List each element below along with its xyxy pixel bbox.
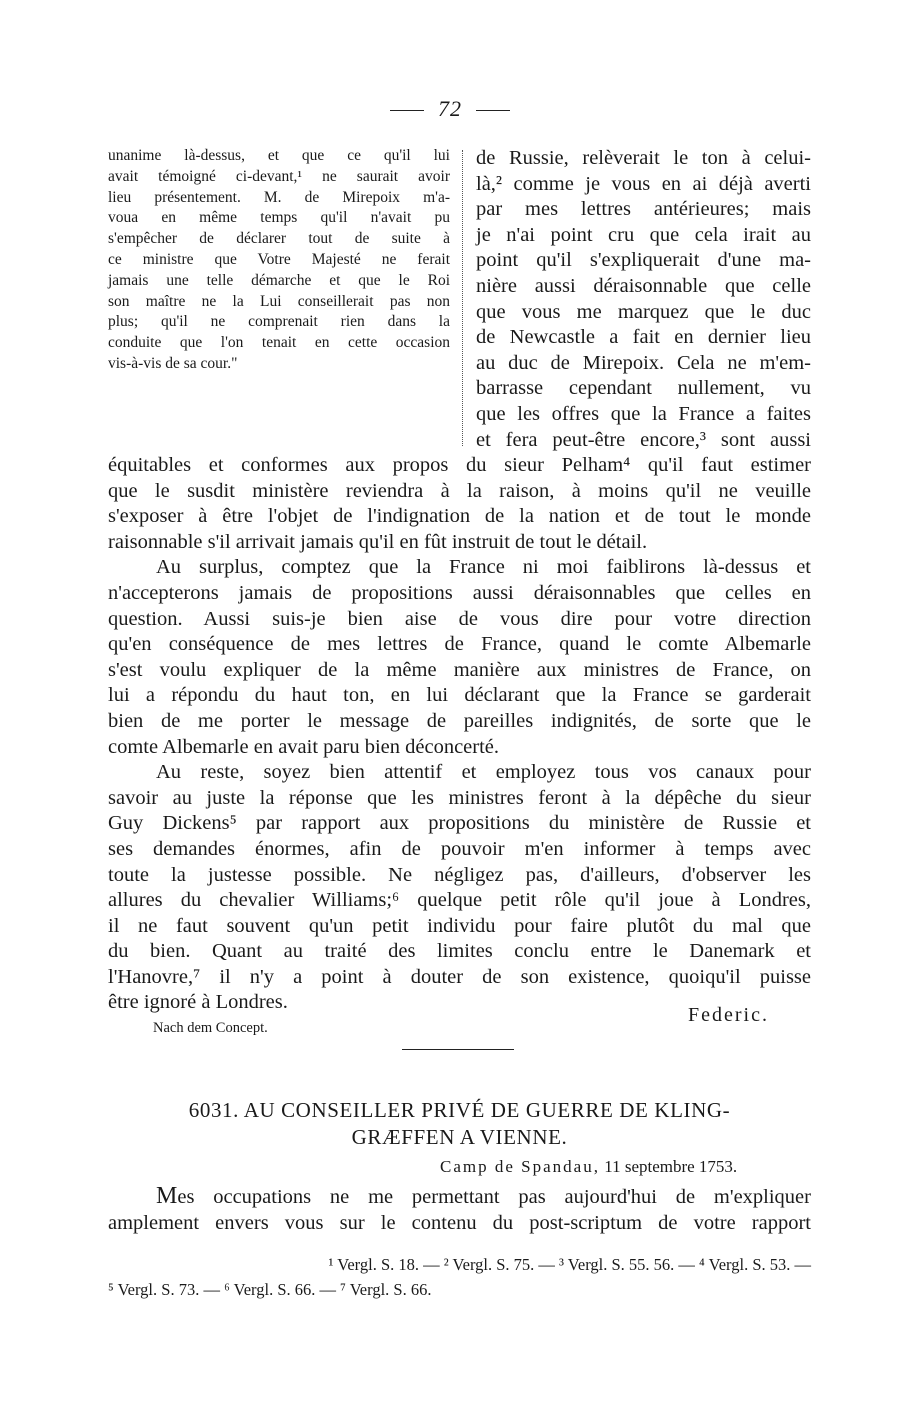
paragraph-first-line: Au surplus, comptez que la France ni moi faiblirons là-dessus et [156,556,811,579]
text-line: équitables et conformes aux propos du sieur Pelham⁴ qu'il faut estimer [108,454,811,476]
letter-main-text [108,453,811,1016]
text-line: raisonnable s'il arrivait jamais qu'il en fût instruit de tout le détail. [108,530,648,553]
text-line: je n'ai point cru que cela irait au [476,223,811,246]
section-divider [402,1049,514,1050]
initial-letter: M [156,1183,178,1209]
note-line: vis-à-vis de sa cour." [108,354,238,372]
text-line: qu'en conséquence de mes lettres de France, quand le comte Albemarle [108,633,811,656]
text-line: par mes lettres antérieures; mais [476,198,811,221]
note-line: jamais une telle démarche et que le Roi [108,271,450,289]
text-line: allures du chevalier Williams;⁶ quelque petit rôle qu'il joue à Londres, [108,889,811,912]
column-divider [462,150,463,446]
text-line: n'accepterons jamais de propositions aussi déraisonnables que celles en [108,581,811,604]
text-line: comte Albemarle en avait paru bien déconcerté. [108,735,500,758]
text-line: question. Aussi suis-je bien aise de vous dire pour votre direction [108,607,811,630]
paragraph-first-line: Au reste, soyez bien attentif et employez tous vos canaux pour [156,761,811,784]
page-number-dash-right [476,110,510,111]
signature: Federic. [688,1004,769,1026]
note-line: lieu présentement. M. de Mirepoix m'a- [108,188,450,206]
text-line: il ne faut souvent qu'un petit individu pour faire plutôt du mal que [108,914,811,937]
footnotes-line-2: ⁵ Vergl. S. 73. — ⁶ Vergl. S. 66. — ⁷ Vergl. S. 66. [108,1280,432,1299]
paragraph-first-line [108,1184,811,1211]
quoted-note-column [108,146,450,375]
dateline-place: Camp de Spandau, [440,1157,600,1176]
text-line: barrasse cependant nullement, vu [476,377,811,400]
text-line: que les offres que la France a faites [476,402,811,425]
note-line: conduite que l'on tenait en cette occasion [108,334,450,352]
text-line: nière aussi déraisonnable que celle [476,274,811,297]
text-line: du bien. Quant au traité des limites conclu entre le Danemark et [108,940,811,963]
note-line: ce ministre que Votre Majesté ne ferait [108,250,450,268]
text-line: de Russie, relèverait le ton à celui- [476,147,811,169]
note-line: avait témoigné ci-devant,¹ ne saurait avoir [108,167,450,185]
text-line: que vous me marquez que le duc [476,300,811,323]
text-line: et fera peut-être encore,³ sont aussi [476,428,811,451]
text-line: là,² comme je vous en ai déjà averti [476,172,811,195]
text-line: toute la justesse possible. Ne négligez pas, d'ailleurs, d'observer les [108,863,811,886]
text-line: l'Hanovre,⁷ il n'y a point à douter de son existence, quoiqu'il puisse [108,965,811,988]
text-line: amplement envers vous sur le contenu du post-scriptum de votre rapport [108,1211,811,1234]
page-number-value: 72 [438,96,462,121]
text-line: ses demandes énormes, afin de pouvoir m'en informer à temps avec [108,837,811,860]
note-line: s'empêcher de déclarer tout de suite à [108,230,450,248]
page-number [0,96,900,122]
text-line: point qu'il s'expliquerait d'une ma- [476,249,811,272]
text-line: s'exposer à être l'objet de l'indignation de la nation et de tout le monde [108,505,811,528]
text-line: être ignoré à Londres. [108,991,288,1014]
letter-opening [108,1184,811,1236]
text-line: de Newcastle a fait en dernier lieu [476,326,811,349]
dateline-date: 11 septembre 1753. [604,1157,738,1176]
text-line: bien de me porter le message de pareilles indignités, de sorte que le [108,709,811,732]
note-line: son maître ne la Lui conseillerait pas non [108,292,450,310]
source-note: Nach dem Concept. [153,1020,268,1036]
letter-heading-line-2: GRÆFFEN A VIENNE. [351,1125,568,1149]
text-line: que le susdit ministère reviendra à la raison, à moins qu'il ne veuille [108,479,811,502]
letter-right-column [476,146,811,453]
note-line: unanime là-dessus, et que ce qu'il lui [108,147,450,164]
note-line: plus; qu'il ne comprenait rien dans la [108,313,450,331]
text-line: au duc de Mirepoix. Cela ne m'em- [476,351,811,374]
text-line: savoir au juste la réponse que les ministres feront à la dépêche du sieur [108,786,811,809]
dateline [440,1157,737,1177]
footnotes-line-1: ¹ Vergl. S. 18. — ² Vergl. S. 75. — ³ Vergl. S. 55. 56. — ⁴ Vergl. S. 53. — [328,1255,811,1274]
letter-heading-line-1: 6031. AU CONSEILLER PRIVÉ DE GUERRE DE KLING- [188,1098,731,1122]
text-line: Guy Dickens⁵ par rapport aux propositions du ministère de Russie et [108,812,811,835]
note-line: voua en même temps qu'il n'avait pu [108,209,450,227]
page-number-dash-left [390,110,424,111]
text-line: s'est voulu expliquer de la même manière aux ministres de France, on [108,658,811,681]
opening-line-rest: es occupations ne me permettant pas aujourd'hui de m'expliquer [177,1186,811,1208]
text-line: lui a répondu du haut ton, en lui déclarant que la France se garderait [108,684,811,707]
